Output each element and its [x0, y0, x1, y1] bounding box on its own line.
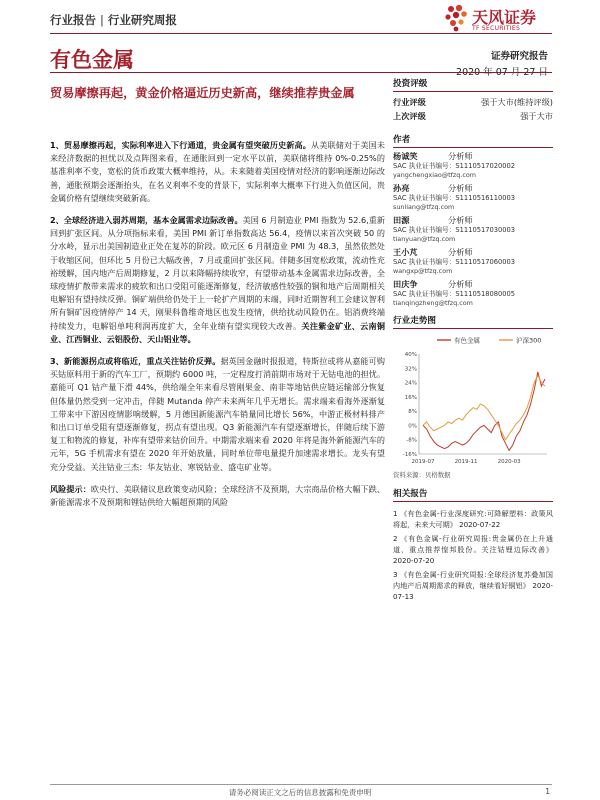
chart-section-title: 行业走势图: [393, 314, 553, 329]
analyst-header: [393, 151, 553, 162]
logo-name: 天风证券: [472, 8, 537, 27]
y-tick-label-0: 40%: [404, 352, 417, 358]
related-report-item[interactable]: [393, 533, 553, 566]
paragraph-lead: 1、贸易摩擦再起，实际利率进入下行通道，贵金属有望突破历史新高。: [50, 140, 312, 150]
risk-label: 风险提示：: [50, 483, 91, 494]
analyst-name: 杨诚笑: [393, 151, 418, 161]
analyst-role: 分析师: [448, 215, 473, 225]
analyst-email[interactable]: sunliang@tfzq.com: [393, 203, 455, 211]
page-title: 有色金属: [50, 48, 134, 72]
previous-rating-label: 上次评级: [393, 111, 426, 121]
legend-label-1: 沪深300: [516, 336, 542, 345]
analyst-role: 分析师: [448, 247, 473, 257]
analyst-entry: [393, 215, 553, 244]
footer-divider: [50, 784, 552, 785]
category-separator: |: [100, 13, 104, 27]
related-section-title: 相关报告: [393, 487, 553, 502]
logo-mark-icon: [442, 3, 470, 33]
logo-english: TF SECURITIES: [472, 25, 521, 32]
previous-rating-row: [393, 109, 553, 123]
body-paragraph-3: [50, 355, 385, 474]
y-tick-label-4: 8%: [408, 409, 417, 416]
analyst-sac-id: SAC 执业证书编号：S1110517030003: [393, 226, 515, 234]
body-paragraph-1: [50, 139, 385, 205]
trend-chart-svg: [393, 332, 553, 468]
report-body: [50, 139, 385, 518]
x-tick-label-2: 2020-03: [497, 459, 521, 465]
previous-rating-value: 强于大市: [520, 111, 553, 121]
body-paragraph-2: [50, 214, 385, 346]
analyst-entry: [393, 247, 553, 276]
title-divider: [50, 72, 552, 73]
y-tick-label-7: -16%: [402, 452, 417, 458]
authors-section-title: 作者: [393, 133, 553, 148]
analyst-name: 王小芃: [393, 247, 418, 257]
rating-section-title: 投资评级: [393, 77, 553, 92]
y-tick-label-1: 32%: [404, 366, 417, 373]
related-report-text: 《有色金属-行业深度研究:可降解塑料：政策风将起，未来大可期》 2020-07-22: [393, 509, 553, 529]
industry-rating-row: [393, 95, 553, 109]
paragraph-lead: 3、新能源拐点或将临近，重点关注钴价反弹。: [50, 356, 221, 367]
legend-label-0: 有色金属: [454, 336, 480, 345]
analyst-entry: [393, 151, 553, 180]
analyst-header: [393, 183, 553, 194]
series-line-1: [423, 375, 545, 439]
industry-rating-label: 行业评级: [393, 97, 426, 107]
analyst-email[interactable]: yangchengxiao@tfzq.com: [393, 171, 477, 179]
paragraph-text: 据英国金融时报报道，特斯拉或将从嘉能可购买钴原料用于新的汽车工厂，预期约 6000 吨，一定程度打消前期市场对于无钴电池的担忧。嘉能可 Q1 钴产量下滑 44%，供给端全年来看尽管刚果金、南非等地钴供应链运输部分恢复但体量仍然受到一定冲击，伴随 Mutanda 停产未来两年几乎无增长。需求端来看海外逐渐复工带来中下游因疫情影响缓解，5 月德国新能源汽车销量同比增长 56%，中游正极材料排产和出口订单受阻有望逐渐修复，拐点有望出现。Q3 新能源汽车有望逐渐增长，伴随后续下游复工和物流的修复，补库有望带来钴价回升。中期需求端来看 2020 年将是海外新能源汽车的元年，5G 手机需求有望在 2020 年开始放量，同时单位带电量提升加速需求增长。龙头有望充分受益。关注钴业三杰：华友钴业、寒锐钴业、盛屯矿业等。: [50, 356, 385, 472]
analyst-header: [393, 215, 553, 226]
header-divider: [50, 33, 552, 34]
report-headline: 贸易摩擦再起，黄金价格逼近历史新高，继续推荐贵金属: [50, 86, 355, 100]
related-reports-list: [393, 508, 553, 602]
x-tick-label-1: 2019-11: [454, 459, 478, 465]
report-type: 证券研究报告: [490, 51, 548, 62]
sidebar: [393, 77, 553, 605]
analyst-entry: [393, 183, 553, 212]
paragraph-text: 美国 6 月制造业 PMI 指数为 52.6,重新回到扩张区间。从分项指标来看，美国 PMI 新订单指数高达 56.4，疫情以来首次突破 50 的分水岭，显示出美国制造业正处在复苏的阶段。欧元区 6 月制造业 PMI 为 48.3，虽然依然处于收缩区间，但环比 5 月份已大幅改善，7 月或重回扩张区间。伴随多国宽松政策，流动性充裕缓解，国内地产后周期修复，2 月以来降幅持续收窄，有望带动基本金属需求边际改善，全球疫情扩散带来需求的疲软和出口受阻可能逐渐修复，经济敏感性较强的铜和地产后周期相关电解铝有望持续反弹。铜矿端供给仍处于上一轮扩产周期的末端，同时近期智利工会建议智利所有铜矿因疫情停产 14 天，刚果科鲁维奇地区也发生疫情，供给扰动风险仍在。铝消费终端持续发力，电解铝单吨利润再度扩大，全年业绩有望实现较大改善。: [50, 215, 385, 331]
category-label: 行业报告: [50, 13, 96, 27]
paragraph-highlight: 关注紫金矿业、云南铜业、江西铜业、云铝股份、天山铝业等。: [50, 320, 385, 344]
analyst-sac-id: SAC 执业证书编号：S1110517060003: [393, 258, 515, 266]
series-line-0: [423, 372, 545, 451]
analyst-name: 田源: [393, 215, 410, 225]
analyst-sac-id: SAC 执业证书编号：S1110517020002: [393, 162, 515, 170]
authors-list: [393, 151, 553, 308]
paragraph-lead: 2、全球经济进入弱苏周期，基本金属需求边际改善。: [50, 215, 243, 226]
y-tick-label-3: 16%: [404, 394, 417, 401]
analyst-header: [393, 279, 553, 290]
related-report-index: 1: [393, 509, 398, 518]
y-tick-label-2: 24%: [404, 380, 417, 387]
analyst-entry: [393, 279, 553, 308]
y-tick-label-5: 0%: [408, 423, 417, 430]
y-tick-label-6: -8%: [406, 437, 417, 444]
chart-source: 资料来源：贝格数据: [393, 471, 451, 479]
paragraph-text: 从美联储对于美国未来经济数据的担忧以及点阵图来看，在通胀回到一定水平以前，美联储将维持 0%-0.25%的基准利率不变，宽松的货币政策大概率维持，从。未来随着美国疫情对经济的影响逐渐边际改善，通胀预期会逐渐抬头，在名义利率不变的背景下，实际利率大概率下行进入负值区间，贵金属价格有望继续突破新高。: [50, 140, 385, 203]
x-tick-label-0: 2019-07: [411, 459, 435, 465]
industry-rating-value: 强于大市(维持评级): [481, 97, 553, 107]
report-category: [50, 12, 177, 28]
related-report-index: 2: [393, 534, 398, 543]
analyst-role: 分析师: [448, 151, 473, 161]
analyst-sac-id: SAC 执业证书编号：S1110516110003: [393, 194, 515, 202]
analyst-role: 分析师: [448, 183, 473, 193]
analyst-sac-id: SAC 执业证书编号：S1110518080005: [393, 290, 515, 298]
analyst-role: 分析师: [448, 279, 473, 289]
related-report-item[interactable]: [393, 569, 553, 602]
related-report-item[interactable]: [393, 508, 553, 530]
related-report-index: 3: [393, 570, 398, 579]
analyst-name: 田庆争: [393, 279, 418, 289]
risk-text: 欧央行、美联储议息政策变动风险；全球经济不及预期，大宗商品价格大幅下跌、新能源需求不及预期和锂钴供给大幅超预期的风险: [50, 483, 385, 508]
industry-trend-chart: [393, 332, 553, 468]
related-report-text: 《有色金属-行业研究周报:贵金属仍在上升通道，重点推荐惶邦股份。关注钴锂边际改善》 2020-07-20: [393, 534, 553, 565]
disclaimer-note: 请务必阅读正文之后的信息披露和免责申明: [228, 788, 372, 797]
risk-warning: [50, 483, 385, 509]
page-number: 1: [545, 787, 550, 796]
report-date: 2020 年 07 月 27 日: [456, 67, 548, 78]
analyst-email[interactable]: tianyuan@tfzq.com: [393, 235, 456, 243]
analyst-email[interactable]: wangxp@tfzq.com: [393, 267, 453, 275]
analyst-header: [393, 247, 553, 258]
analyst-email[interactable]: tianqingzheng@tfzq.com: [393, 299, 473, 307]
subcategory-label: 行业研究周报: [107, 13, 177, 27]
related-report-text: 《有色金属-行业研究周报:全球经济复苏叠加国内地产后周期需求的释放，继续看好铜铝》 2020-07-13: [393, 570, 553, 601]
analyst-name: 孙亮: [393, 183, 410, 193]
